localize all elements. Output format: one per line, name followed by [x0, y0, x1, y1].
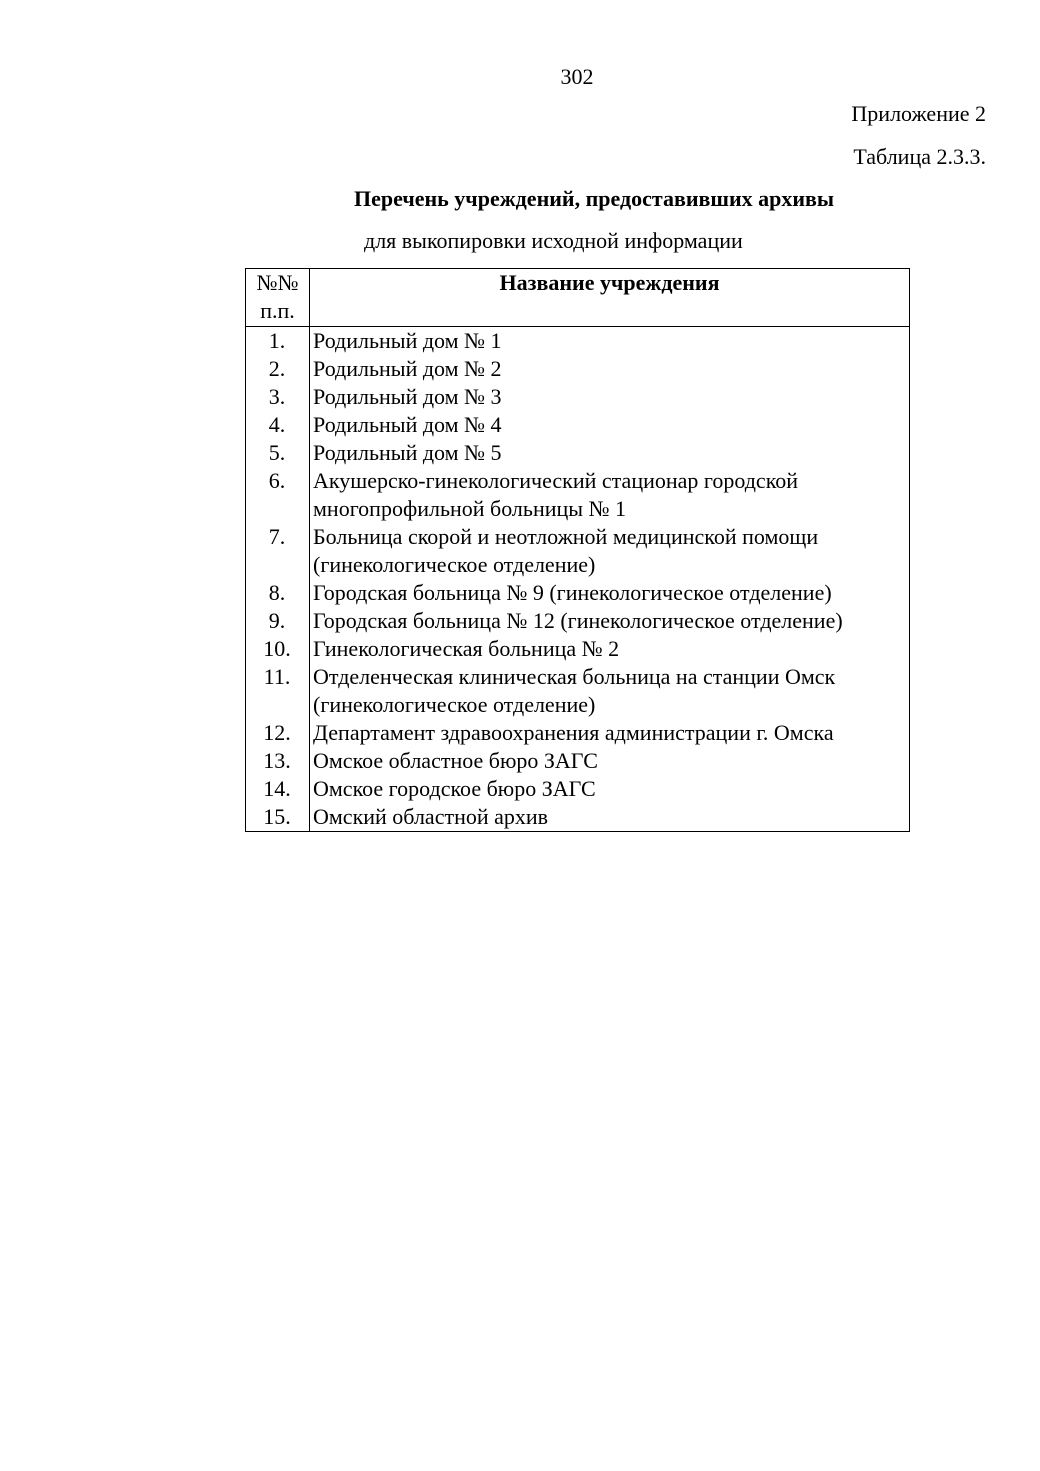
institution-name: Родильный дом № 1 — [310, 327, 910, 356]
institution-name: Городская больница № 9 (гинекологическое отделение) — [310, 579, 910, 607]
table-row — [246, 803, 910, 832]
table-row — [246, 355, 910, 383]
number-header-line1: №№ — [256, 270, 299, 295]
table-row — [246, 747, 910, 775]
table-body — [246, 327, 910, 832]
table-row — [246, 467, 910, 523]
institution-name: Омский областной архив — [310, 803, 910, 832]
row-number: 6. — [246, 467, 310, 523]
appendix-label: Приложение 2 — [851, 101, 986, 126]
institution-name: Больница скорой и неотложной медицинской помощи (гинекологическое отделение) — [310, 523, 910, 579]
row-number: 15. — [246, 803, 310, 832]
table-row — [246, 663, 910, 719]
table-row — [246, 327, 910, 356]
table-header-row — [246, 269, 910, 327]
table-row — [246, 439, 910, 467]
institution-name: Акушерско-гинекологический стационар городской многопрофильной больницы № 1 — [310, 467, 910, 523]
table-label: Таблица 2.3.3. — [853, 144, 986, 169]
institutions-table — [245, 268, 910, 832]
row-number: 7. — [246, 523, 310, 579]
row-number: 8. — [246, 579, 310, 607]
number-header-line2: п.п. — [260, 298, 295, 323]
table-row — [246, 607, 910, 635]
page-number: 302 — [560, 64, 594, 89]
table-row — [246, 719, 910, 747]
institution-name: Родильный дом № 3 — [310, 383, 910, 411]
table-row — [246, 523, 910, 579]
row-number: 10. — [246, 635, 310, 663]
institution-name: Омское городское бюро ЗАГС — [310, 775, 910, 803]
document-subtitle: для выкопировки исходной информации — [364, 228, 743, 253]
table-row — [246, 411, 910, 439]
number-column-header — [246, 269, 310, 327]
table-row — [246, 635, 910, 663]
institution-name: Гинекологическая больница № 2 — [310, 635, 910, 663]
institution-name: Городская больница № 12 (гинекологическое отделение) — [310, 607, 910, 635]
row-number: 11. — [246, 663, 310, 719]
institution-name: Родильный дом № 5 — [310, 439, 910, 467]
institution-name: Родильный дом № 4 — [310, 411, 910, 439]
document-title: Перечень учреждений, предоставивших архивы — [354, 186, 835, 211]
name-column-header: Название учреждения — [310, 269, 910, 327]
row-number: 14. — [246, 775, 310, 803]
row-number: 9. — [246, 607, 310, 635]
row-number: 5. — [246, 439, 310, 467]
row-number: 1. — [246, 327, 310, 356]
table-row — [246, 775, 910, 803]
row-number: 13. — [246, 747, 310, 775]
institution-name: Отделенческая клиническая больница на станции Омск (гинекологическое отделение) — [310, 663, 910, 719]
row-number: 3. — [246, 383, 310, 411]
row-number: 2. — [246, 355, 310, 383]
institution-name: Родильный дом № 2 — [310, 355, 910, 383]
row-number: 4. — [246, 411, 310, 439]
table-row — [246, 579, 910, 607]
institution-name: Департамент здравоохранения администрации г. Омска — [310, 719, 910, 747]
table-row — [246, 383, 910, 411]
institution-name: Омское областное бюро ЗАГС — [310, 747, 910, 775]
row-number: 12. — [246, 719, 310, 747]
